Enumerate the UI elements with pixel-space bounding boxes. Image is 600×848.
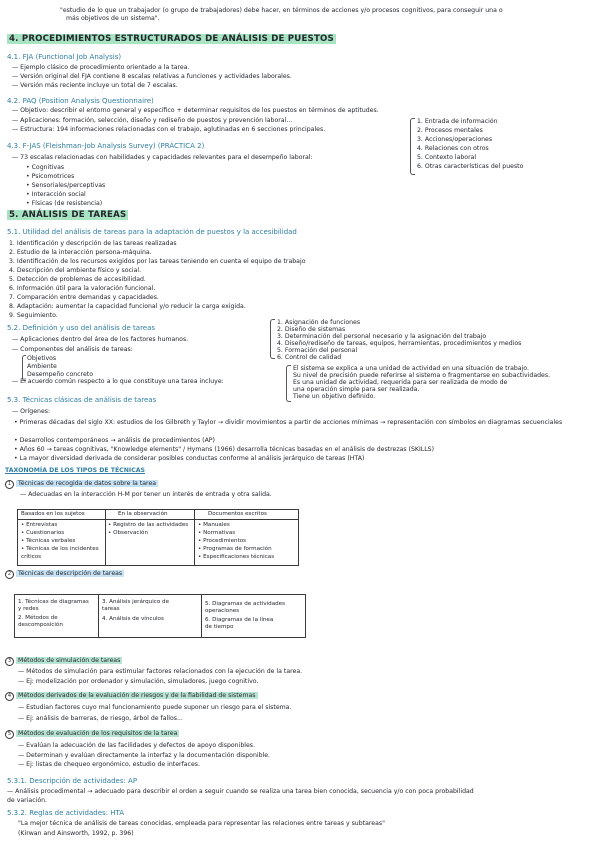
section-5-3-1-title: 5.3.1. Descripción de actividades: AP — [7, 777, 138, 785]
t5-line-3: — Ej: listas de chequeo ergonómico, estudio de interfaces. — [18, 761, 200, 768]
table-cell: críticos — [21, 554, 42, 560]
technique-3-title: 3 Métodos de simulación de tareas — [5, 657, 122, 666]
s41-line-1: — Ejemplo clásico de procedimiento orientado a la tarea. — [12, 64, 190, 71]
s531-line-1: — Análisis procedimental → adecuado para describir el orden a seguir cuando se realiza una tarea bien conocida, secuencia y/o con poca probabilidad — [7, 788, 474, 795]
fjas-item-5: • Físicas (de resistencia) — [26, 200, 103, 207]
technique-4-title: 4 Métodos derivados de la evaluación de riesgos y de la fiabilidad de sistemas — [5, 692, 258, 701]
s41-line-3: — Versión más reciente incluye un total de 7 escalas. — [12, 82, 178, 89]
table-col-divider-1 — [105, 509, 106, 565]
aplic-2: 2. Diseño de sistemas — [277, 326, 346, 333]
agreement-brace — [286, 365, 291, 402]
table-cell: 3. Análisis jerárquico de — [102, 599, 170, 605]
table-cell: • Especificaciones técnicas — [198, 554, 275, 560]
s53-item-4: • La mayor diversidad derivada de considerar posibles conductas conforme al análisis jerárquico de tareas (HTA) — [14, 455, 365, 462]
s51-item-2: 2. Estudio de la interacción persona-máquina. — [9, 249, 152, 256]
t3-line-1: — Métodos de simulación para estimular factores relacionados con la ejecución de la tarea. — [18, 668, 303, 675]
table-cell: • Observación — [108, 530, 149, 536]
intro-line-2: más objetivos de un sistema". — [66, 15, 160, 22]
table-cell: 4. Análisis de vínculos — [102, 616, 164, 622]
table-cell: • Entrevistas — [21, 522, 58, 528]
t3-line-2: — Ej: modelización por ordenador y simulación, simuladores, juego cognitivo. — [18, 678, 259, 685]
paq-section-2: 2. Procesos mentales — [417, 127, 483, 134]
fjas-item-4: • Interacción social — [26, 191, 86, 198]
s531-line-2: de variación. — [7, 797, 48, 804]
s52-agreement: — El acuerdo común respecto a lo que constituye una tarea incluye: — [12, 378, 224, 385]
section-4-1-title: 4.1. FJA (Functional Job Analysis) — [7, 53, 122, 61]
table-cell: de tiempo — [205, 624, 234, 630]
s532-line-1: "La mejor técnica de análisis de tareas conocidas, empleada para representar las relaciones entre tareas y subtareas" — [18, 820, 385, 827]
t5-line-2: — Determinan y evalúan directamente la interfaz y la documentación disponible. — [18, 752, 271, 759]
table-cell: 5. Diagramas de actividades — [205, 601, 286, 607]
s53-item-3: • Años 60 → tareas cognitivas, "Knowledge elements" / Hymans (1966) desarrolla técnicas basadas en el análisis de destrezas (SKILLS) — [14, 446, 435, 453]
paq-section-6: 6. Otras características del puesto — [417, 163, 524, 170]
fjas-item-3: • Sensoriales/perceptivas — [26, 182, 106, 189]
table-cell: • Registro de las actividades — [108, 522, 189, 528]
section-4-title: 4. PROCEDIMIENTOS ESTRUCTURADOS DE ANÁLISIS DE PUESTOS — [9, 34, 334, 44]
table-cell: • Normativas — [198, 530, 236, 536]
t5-line-1: — Evalúan la adecuación de las facilidades y defectos de apoyo disponibles. — [18, 742, 255, 749]
s51-item-8: 8. Adaptación: aumentar la capacidad funcional y/o reducir la carga exigida. — [9, 303, 246, 310]
s42-line-2: — Aplicaciones: formación, selección, diseño y rediseño de puestos y prevención laboral... — [12, 117, 293, 124]
s51-item-5: 5. Detección de problemas de accesibilidad. — [9, 276, 146, 283]
table-cell: descomposición — [18, 622, 63, 628]
s42-line-3: — Estructura: 194 informaciones relacionadas con el trabajo, aglutinadas en 6 secciones principales. — [12, 126, 326, 133]
s532-line-2: (Kirwan and Ainsworth, 1992, p. 396) — [18, 830, 134, 837]
section-5-title: 5. ANÁLISIS DE TAREAS — [9, 210, 127, 220]
s51-item-1: 1. Identificación y descripción de las tareas realizadas — [9, 240, 177, 247]
t4-line-2: — Ej: análisis de barreras, de riesgo, árbol de fallos... — [18, 715, 183, 722]
taxonomy-title: TAXONOMÍA DE LOS TIPOS DE TÉCNICAS — [5, 467, 145, 474]
table-cell: • Cuestionarios — [21, 530, 65, 536]
technique-2-title: 2 Técnicas de descripción de tareas — [5, 570, 124, 579]
table-header-observation: En la observación — [118, 511, 168, 517]
table-cell: • Técnicas verbales — [21, 538, 76, 544]
agreement-2: Su nivel de precisión puede referirse al sistema o fragmentarse en subactividades. — [293, 372, 551, 379]
agreement-1: El sistema se explica a una unidad de actividad en una situación de trabajo. — [293, 365, 529, 372]
aplic-4: 4. Diseño/rediseño de tareas, equipos, herramientas, procedimientos y medios — [277, 340, 522, 347]
agreement-4: una operación simple para ser realizada. — [293, 386, 420, 393]
agreement-5: Tiene un objetivo definido. — [293, 393, 376, 400]
table-cell: tareas — [102, 606, 120, 612]
table-cell: y redes — [18, 606, 39, 612]
technique-5-title: 5 Métodos de evaluación de los requisitos de la tarea — [5, 730, 179, 739]
aplic-3: 3. Determinación del personal necesario y la asignación del trabajo — [277, 333, 487, 340]
t4-line-1: — Estudian factores cuyo mal funcionamiento puede suponer un riesgo para el sistema. — [18, 704, 292, 711]
table-cell: • Programas de formación — [198, 546, 272, 552]
paq-section-1: 1. Entrada de información — [417, 118, 498, 125]
s53-item-2: • Desarrollos contemporáneos → análisis de procedimientos (AP) — [14, 437, 215, 444]
section-4-3-title: 4.3. F-JAS (Fleishman-Job Analysis Survey) (PRÁCTICA 2) — [7, 142, 205, 150]
fjas-item-1: • Cognitivas — [26, 164, 65, 171]
table-header-divider — [17, 519, 298, 520]
s51-item-7: 7. Comparación entre demandas y capacidades. — [9, 294, 159, 301]
component-1: Objetivos — [27, 355, 57, 362]
s51-item-9: 9. Seguimiento. — [9, 312, 58, 319]
desc-col-divider-2 — [201, 594, 202, 637]
paq-section-4: 4. Relaciones con otros — [417, 145, 489, 152]
table-cell: • Procedimientos — [198, 538, 247, 544]
paq-section-3: 3. Acciones/operaciones — [417, 136, 493, 143]
paq-section-5: 5. Contexto laboral — [417, 154, 477, 161]
s52-line-1: — Aplicaciones dentro del área de los factores humanos. — [12, 336, 189, 343]
aplic-brace — [270, 319, 275, 359]
table-cell: 6. Diagramas de la línea — [205, 617, 274, 623]
technique-1-title: 1 Técnicas de recogida de datos sobre la tarea — [5, 480, 158, 489]
table-cell: 1. Técnicas de diagramas — [18, 599, 89, 605]
s53-item-1: • Primeras décadas del siglo XX: estudios de los Gilbreth y Taylor → dividir movimientos a partir de acciones mínimas → representación con símbolos en diagramas secuenciales — [14, 419, 563, 426]
aplic-6: 6. Control de calidad — [277, 354, 342, 361]
aplic-5: 5. Formación del personal — [277, 347, 358, 354]
desc-col-divider-1 — [98, 594, 99, 637]
table-cell: • Técnicas de los incidentes — [21, 546, 99, 552]
component-3: Desempeño concreto — [27, 371, 93, 378]
section-4-2-title: 4.2. PAQ (Position Analysis Questionnaire) — [7, 97, 154, 105]
s53-origins: — Orígenes: — [12, 408, 51, 415]
s51-item-3: 3. Identificación de los recursos exigidos por las tareas teniendo en cuenta el equipo de trabajo — [9, 258, 306, 265]
section-5-1-title: 5.1. Utilidad del análisis de tareas para la adaptación de puestos y la accesibilidad — [7, 228, 297, 236]
section-5-3-2-title: 5.3.2. Reglas de actividades: HTA — [7, 809, 125, 817]
table-cell: operaciones — [205, 608, 240, 614]
s42-line-1: — Objetivo: describir el entorno general y específico + determinar requisitos de los puestos en términos de aptitudes. — [12, 107, 379, 114]
s52-line-2: — Componentes del análisis de tareas: — [12, 346, 133, 353]
technique-1-line: — Adecuadas en la interacción H-M por tener un interés de entrada y otra salida. — [20, 491, 272, 498]
table-cell: • Manuales — [198, 522, 230, 528]
intro-line-1: "estudio de lo que un trabajador (o grupo de trabajadores) debe hacer, en términos de acciones y/o procesos cognitivos, para conseguir una o — [60, 7, 503, 14]
aplic-1: 1. Asignación de funciones — [277, 319, 361, 326]
agreement-3: Es una unidad de actividad, requerida para ser realizada de modo de — [293, 379, 508, 386]
component-2: Ambiente — [27, 363, 57, 370]
s41-line-2: — Versión original del FJA contiene 8 escalas relativas a funciones y actividades laborales. — [12, 73, 292, 80]
s43-line: — 73 escalas relacionadas con habilidades y capacidades relevantes para el desempeño laboral: — [12, 154, 313, 161]
paq-sections-brace — [410, 118, 415, 175]
table-cell: 2. Métodos de — [18, 615, 58, 621]
s51-item-4: 4. Descripción del ambiente físico y social. — [9, 267, 142, 274]
table-header-documents: Documentos escritos — [208, 511, 267, 517]
table-col-divider-2 — [194, 509, 195, 565]
section-5-3-title: 5.3. Técnicas clásicas de análisis de tareas — [7, 396, 157, 404]
s51-item-6: 6. Información útil para la valoración funcional. — [9, 285, 156, 292]
section-5-2-title: 5.2. Definición y uso del análisis de tareas — [7, 324, 156, 332]
fjas-item-2: • Psicomotrices — [26, 173, 75, 180]
table-header-subjects: Basados en los sujetos — [21, 511, 85, 517]
